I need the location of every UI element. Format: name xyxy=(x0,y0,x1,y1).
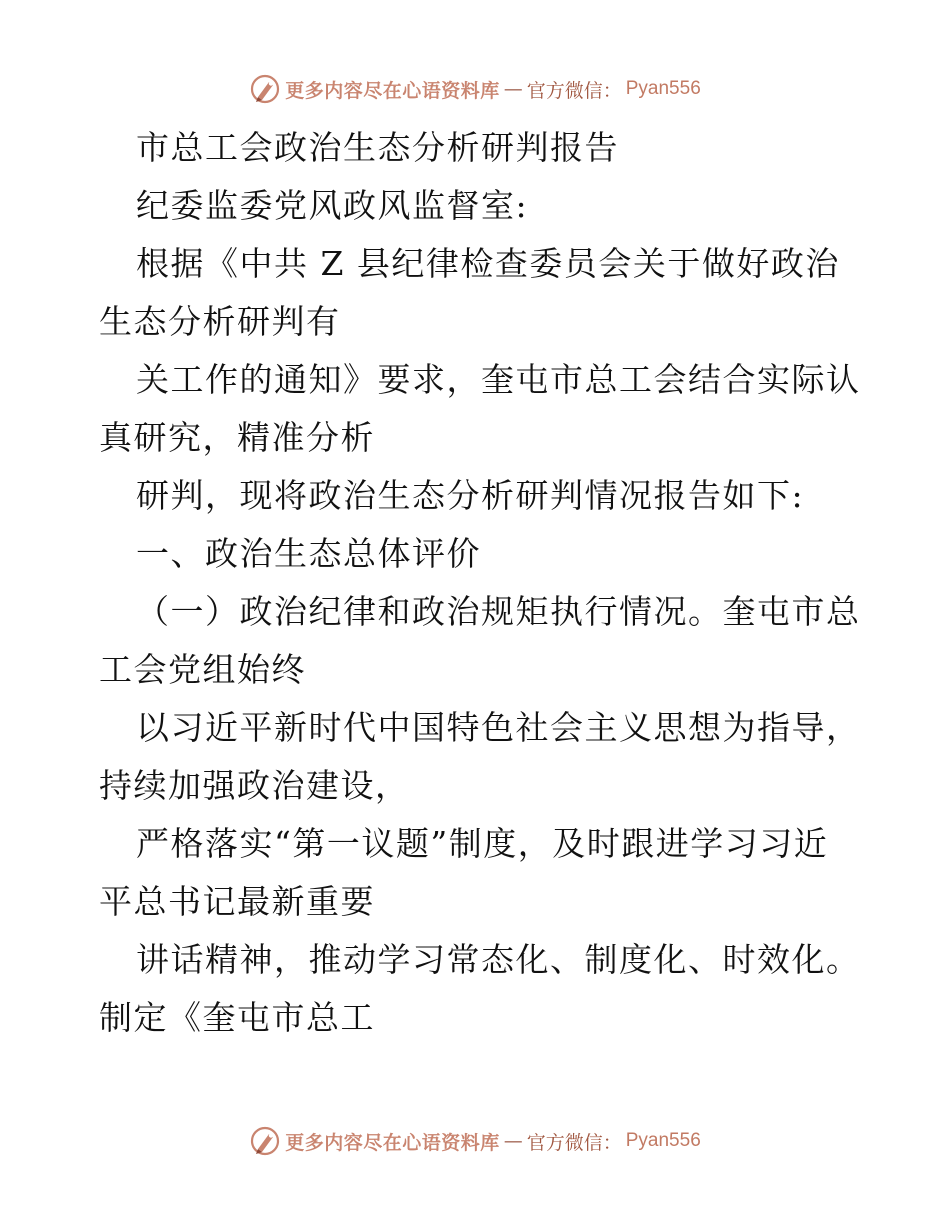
watermark-wechat-label: 官方微信： xyxy=(526,1131,622,1154)
paragraph-line: 平总书记最新重要 xyxy=(99,882,375,921)
watermark-site-text: 更多内容尽在心语资料库 xyxy=(285,1131,500,1154)
paragraph-line: 根据《中共 Z 县纪律检查委员会关于做好政治 xyxy=(136,244,840,283)
paragraph-line: 以习近平新时代中国特色社会主义思想为指导， xyxy=(136,708,861,747)
section-heading: 一、政治生态总体评价 xyxy=(136,534,481,573)
paragraph-line: 关工作的通知》要求，奎屯市总工会结合实际认 xyxy=(136,360,861,399)
watermark-site-text: 更多内容尽在心语资料库 xyxy=(285,79,500,102)
paragraph-line: 持续加强政治建设， xyxy=(99,766,410,805)
watermark-wechat-id: Pyan556 xyxy=(625,78,701,99)
paragraph-line: 讲话精神，推动学习常态化、制度化、时效化。 xyxy=(136,940,861,979)
header-watermark xyxy=(0,72,950,106)
paragraph-line: 研判，现将政治生态分析研判情况报告如下: xyxy=(136,476,805,515)
watermark-wechat-label: 官方微信： xyxy=(526,79,622,102)
paragraph-line: 制定《奎屯市总工 xyxy=(99,998,375,1037)
pen-logo-icon xyxy=(249,73,281,105)
watermark-separator: — xyxy=(503,1130,523,1152)
document-title: 市总工会政治生态分析研判报告 xyxy=(136,128,619,167)
paragraph-line: 工会党组始终 xyxy=(99,650,306,689)
watermark-separator: — xyxy=(503,78,523,100)
paragraph-line: 生态分析研判有 xyxy=(99,302,341,341)
footer-watermark xyxy=(0,1124,950,1158)
watermark-wechat-id: Pyan556 xyxy=(625,1130,701,1151)
paragraph-line: 真研究，精准分析 xyxy=(99,418,375,457)
subsection-heading: （一）政治纪律和政治规矩执行情况。奎屯市总 xyxy=(136,592,861,631)
document-recipient: 纪委监委党风政风监督室: xyxy=(136,186,529,225)
paragraph-line: 严格落实“第一议题”制度，及时跟进学习习近 xyxy=(136,824,829,863)
pen-logo-icon xyxy=(249,1125,281,1157)
